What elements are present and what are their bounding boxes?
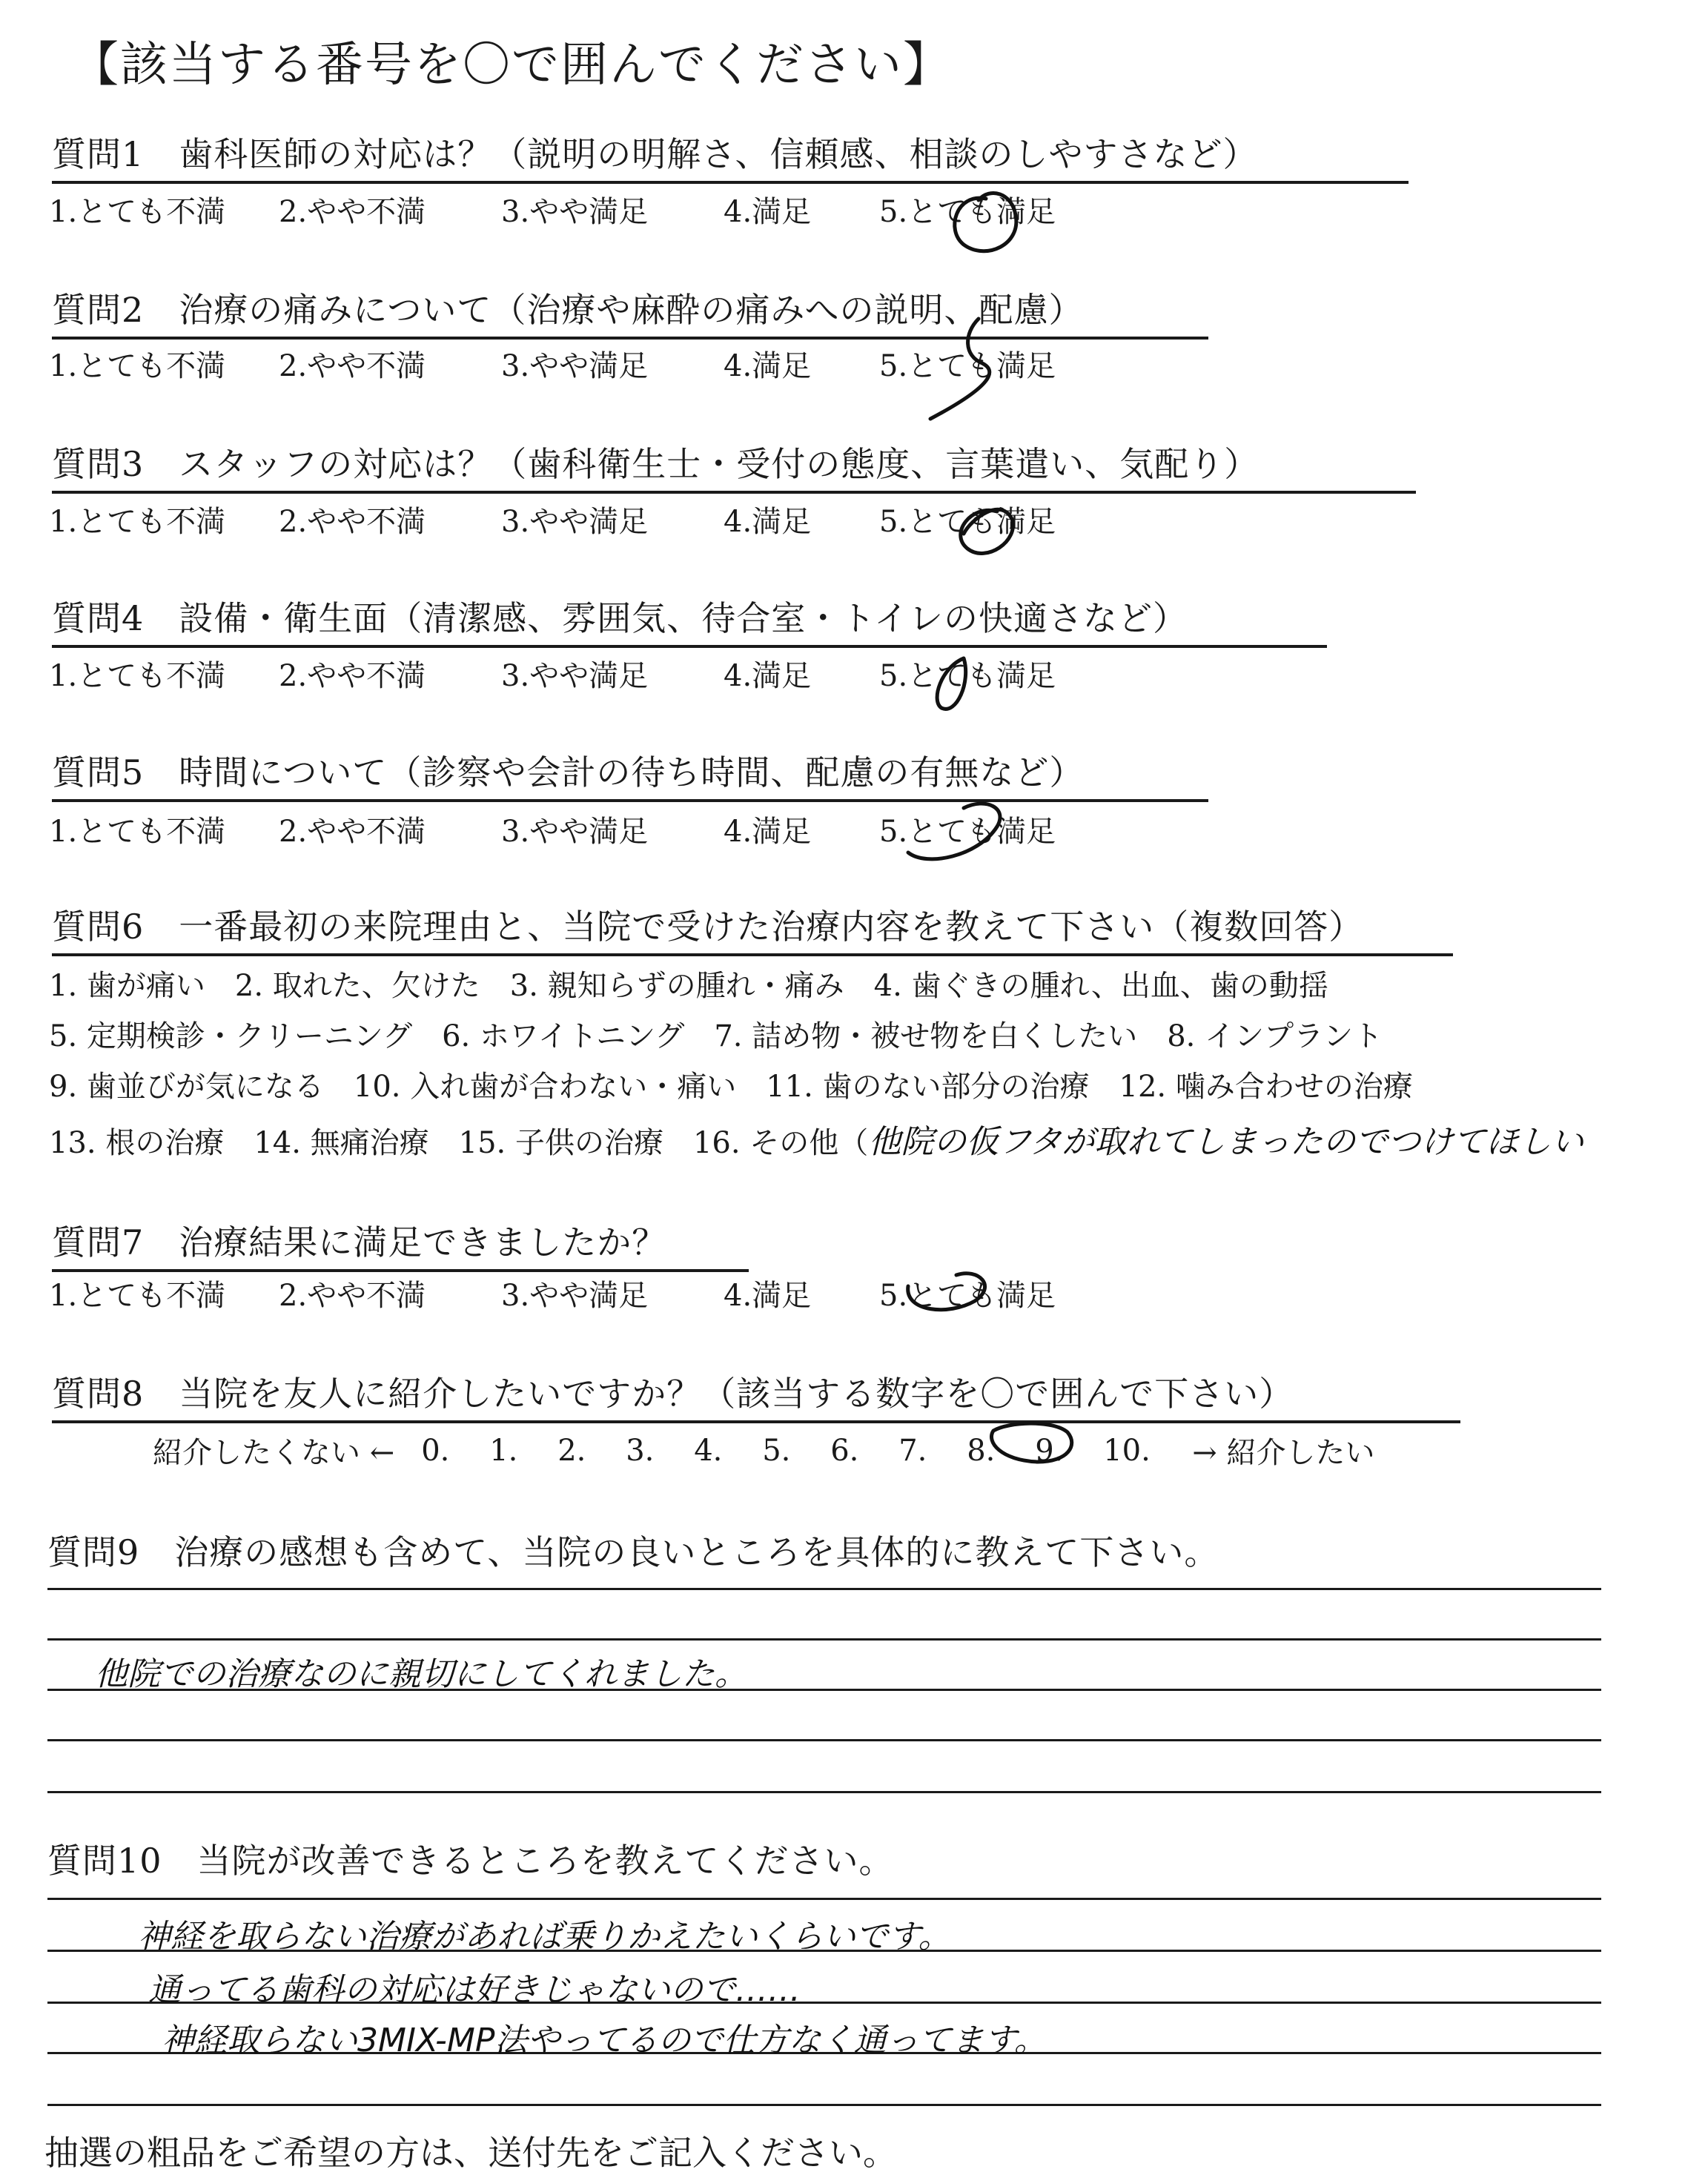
- option-5[interactable]: 5.とても満足: [879, 1279, 1056, 1313]
- question-1-label: 質問1: [52, 134, 145, 174]
- page-title: 【該当する番号を〇で囲んでください】: [71, 38, 952, 93]
- score-10[interactable]: 10.: [1103, 1433, 1151, 1468]
- q8-circle-mark: [992, 1423, 1072, 1462]
- question-4-text: 設備・衛生面（清潔感、雰囲気、待合室・トイレの快適さなど）: [179, 598, 1188, 638]
- question-3-label: 質問3: [52, 444, 145, 484]
- option-1[interactable]: 1.とても不満: [49, 505, 226, 539]
- q3-circle-mark: [961, 509, 1013, 553]
- score-0[interactable]: 0.: [421, 1433, 450, 1468]
- score-7[interactable]: 7.: [898, 1433, 927, 1468]
- option-4[interactable]: 4.満足: [724, 195, 812, 229]
- score-2[interactable]: 2.: [557, 1433, 586, 1468]
- scale-left-label: 紹介したくない ←: [153, 1436, 395, 1470]
- option-5[interactable]: 5.とても満足: [879, 815, 1056, 849]
- score-1[interactable]: 1.: [489, 1433, 518, 1468]
- option-3[interactable]: 3.やや満足: [501, 659, 649, 693]
- question-10-text: 当院が改善できるところを教えてください。: [196, 1841, 894, 1881]
- option-5[interactable]: 5.とても満足: [879, 505, 1056, 539]
- question-7-label: 質問7: [52, 1222, 145, 1262]
- option-2[interactable]: 2.やや不満: [279, 815, 426, 849]
- score-8[interactable]: 8.: [967, 1433, 996, 1468]
- option-5[interactable]: 5.とても満足: [879, 195, 1056, 229]
- question-6-label: 質問6: [52, 907, 145, 947]
- question-9-label: 質問9: [47, 1532, 140, 1572]
- option-2[interactable]: 2.やや不満: [279, 505, 426, 539]
- footer-note: 抽選の粗品をご希望の方は、送付先をご記入ください。: [44, 2133, 897, 2173]
- option-1[interactable]: 1.とても不満: [49, 659, 226, 693]
- question-3-text: スタッフの対応は？（歯科衛生士・受付の態度、言葉遣い、気配り）: [179, 444, 1260, 484]
- option-1[interactable]: 1.とても不満: [49, 349, 226, 383]
- option-4[interactable]: 4.満足: [724, 659, 812, 693]
- question-1-text: 歯科医師の対応は？（説明の明解さ、信頼感、相談のしやすさなど）: [179, 134, 1258, 174]
- option-3[interactable]: 3.やや満足: [501, 505, 649, 539]
- question-4-label: 質問4: [52, 598, 145, 638]
- option-1[interactable]: 1.とても不満: [49, 1279, 226, 1313]
- question-6-row-2[interactable]: 5. 定期検診・クリーニング 6. ホワイトニング 7. 詰め物・被せ物を白くしたい 8. インプラント: [49, 1019, 1383, 1053]
- option-1[interactable]: 1.とても不満: [49, 195, 226, 229]
- score-9[interactable]: 9.: [1035, 1433, 1064, 1468]
- q5-circle-mark: [908, 804, 1000, 859]
- option-3[interactable]: 3.やや満足: [501, 195, 649, 229]
- option-4[interactable]: 4.満足: [724, 349, 812, 383]
- question-9-text: 治療の感想も含めて、当院の良いところを具体的に教えて下さい。: [174, 1532, 1219, 1572]
- question-9-answer-line-3[interactable]: 他院での治療なのに親切にしてくれました。: [95, 1655, 747, 1693]
- question-5-label: 質問5: [52, 752, 145, 792]
- question-10-answer-line-3[interactable]: 神経取らない3MIX-MP法やってるので仕方なく通ってます。: [162, 2022, 1047, 2059]
- question-6-row-1[interactable]: 1. 歯が痛い 2. 取れた、欠けた 3. 親知らずの腫れ・痛み 4. 歯ぐきの腫れ、出血、歯の動揺: [49, 969, 1328, 1003]
- score-4[interactable]: 4.: [694, 1433, 723, 1468]
- option-4[interactable]: 4.満足: [724, 1279, 812, 1313]
- option-2[interactable]: 2.やや不満: [279, 659, 426, 693]
- q7-circle-mark: [908, 1274, 985, 1310]
- question-2-text: 治療の痛みについて（治療や麻酔の痛みへの説明、配慮）: [179, 290, 1084, 330]
- question-7-text: 治療結果に満足できましたか？: [179, 1222, 667, 1262]
- option-3[interactable]: 3.やや満足: [501, 349, 649, 383]
- question-10-answer-line-1[interactable]: 神経を取らない治療があれば乗りかえたいくらいです。: [138, 1918, 951, 1956]
- question-6-row-3[interactable]: 9. 歯並びが気になる 10. 入れ歯が合わない・痛い 11. 歯のない部分の治療 12. 噛み合わせの治療: [49, 1070, 1413, 1104]
- question-10-label: 質問10: [47, 1841, 162, 1881]
- option-5[interactable]: 5.とても満足: [879, 659, 1056, 693]
- q2-check-mark: [930, 319, 990, 419]
- question-5-text: 時間について（診察や会計の待ち時間、配慮の有無など）: [179, 752, 1085, 792]
- option-3[interactable]: 3.やや満足: [501, 815, 649, 849]
- question-2-label: 質問2: [52, 290, 145, 330]
- scale-right-label: → 紹介したい: [1192, 1436, 1375, 1470]
- option-2[interactable]: 2.やや不満: [279, 195, 426, 229]
- q4-circle-mark: [937, 658, 966, 709]
- option-5[interactable]: 5.とても満足: [879, 349, 1056, 383]
- question-10-answer-line-2[interactable]: 通ってる歯科の対応は好きじゃないので……: [148, 1971, 801, 2009]
- question-6-row-4-text[interactable]: 13. 根の治療 14. 無痛治療 15. 子供の治療 16. その他（: [49, 1126, 869, 1160]
- option-4[interactable]: 4.満足: [724, 505, 812, 539]
- option-4[interactable]: 4.満足: [724, 815, 812, 849]
- option-2[interactable]: 2.やや不満: [279, 349, 426, 383]
- q1-circle-mark: [955, 193, 1016, 251]
- option-1[interactable]: 1.とても不満: [49, 815, 226, 849]
- score-5[interactable]: 5.: [762, 1433, 791, 1468]
- option-2[interactable]: 2.やや不満: [279, 1279, 426, 1313]
- option-3[interactable]: 3.やや満足: [501, 1279, 649, 1313]
- question-8-text: 当院を友人に紹介したいですか？（該当する数字を〇で囲んで下さい）: [179, 1374, 1294, 1414]
- handwritten-other-reason: 他院の仮フタが取れてしまったのでつけてほしい: [868, 1123, 1584, 1161]
- question-8-label: 質問8: [52, 1374, 145, 1414]
- question-6-text: 一番最初の来院理由と、当院で受けた治療内容を教えて下さい（複数回答）: [179, 907, 1364, 947]
- score-6[interactable]: 6.: [830, 1433, 859, 1468]
- score-3[interactable]: 3.: [626, 1433, 655, 1468]
